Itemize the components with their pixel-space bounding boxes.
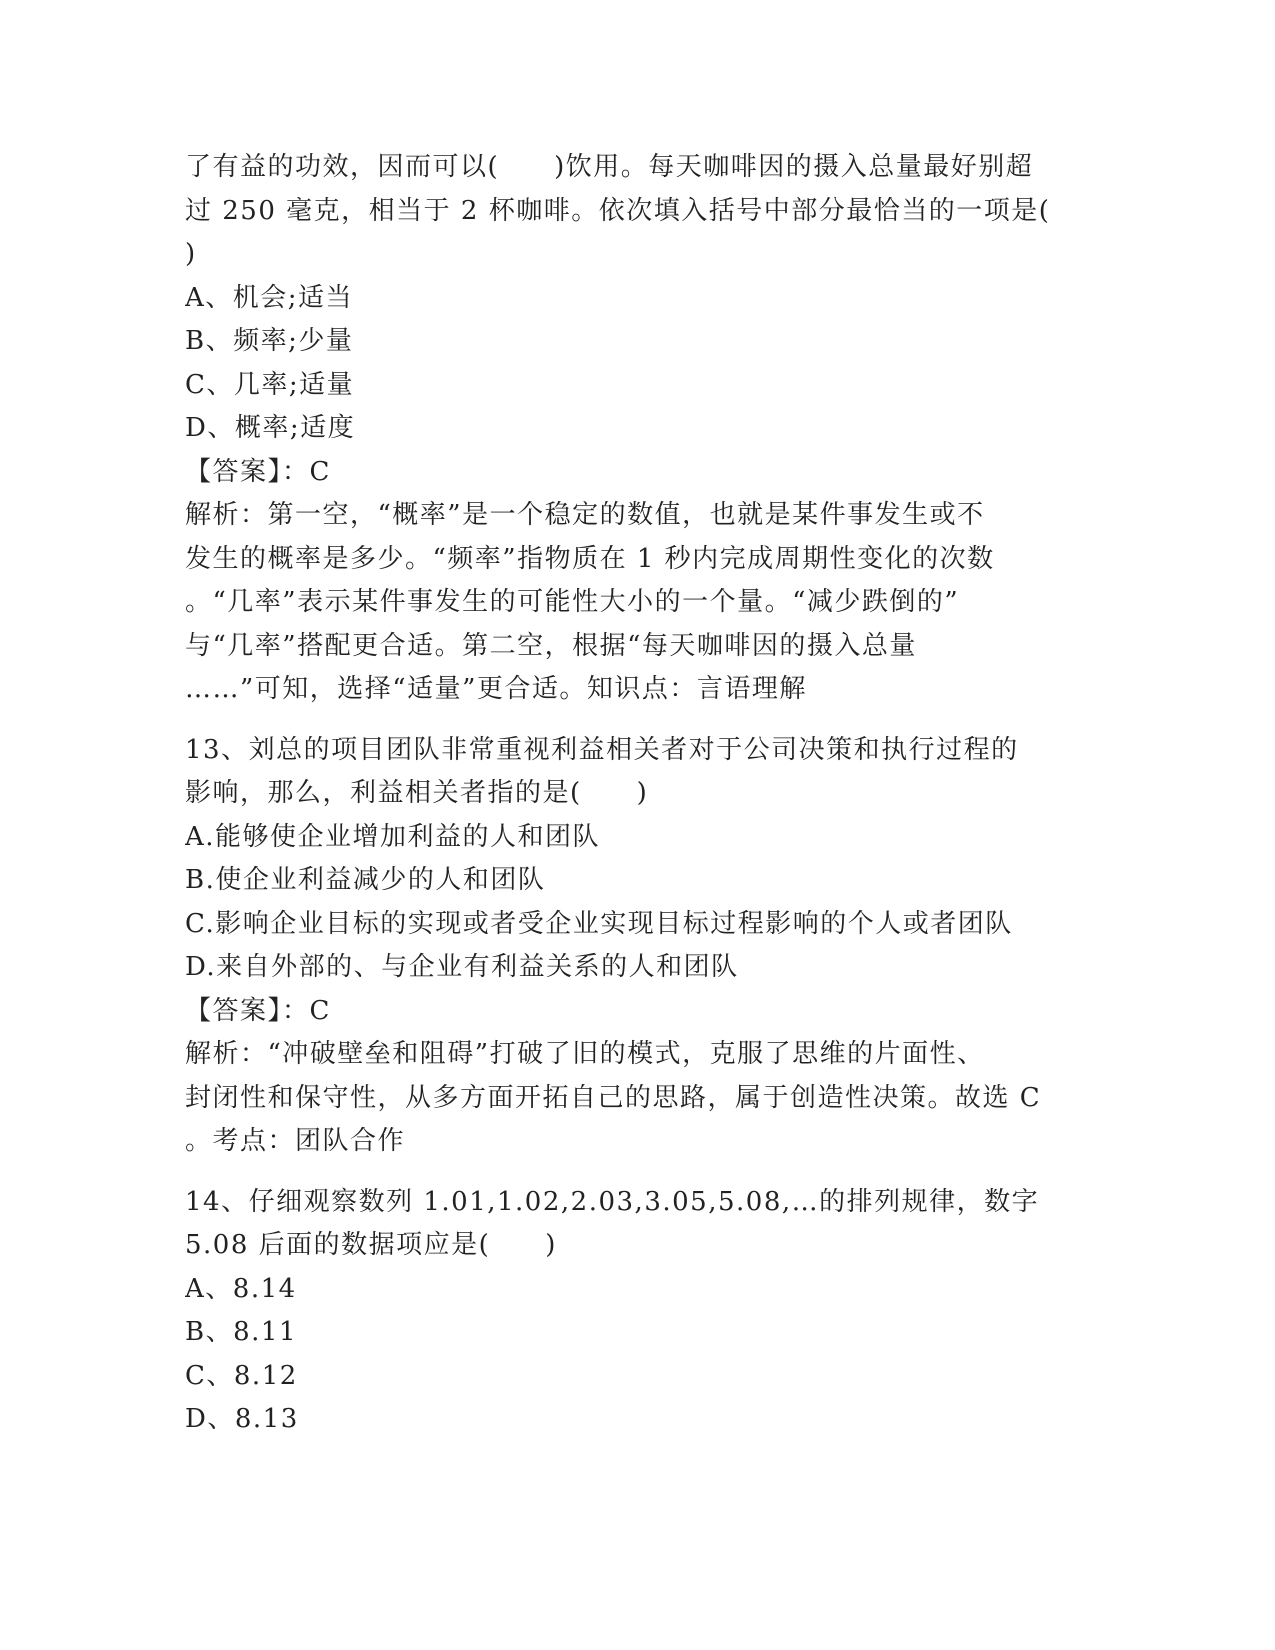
question-stem-line: ) [185,239,197,269]
question-gap [185,1164,1095,1181]
analysis-line: ……”可知，选择“适量”更合适。知识点：言语理解 [185,674,807,704]
analysis-line: 与“几率”搭配更合适。第二空，根据“每天咖啡因的摄入总量 [185,630,917,661]
option-b: B.使企业利益减少的人和团队 [185,865,546,895]
option-d: D、8.13 [185,1404,299,1434]
question-14 [185,1181,1095,1442]
question-stem-line: 影响，那么，利益相关者指的是( ) [185,778,649,808]
analysis-line: 解析：第一空，“概率”是一个稳定的数值，也就是某件事发生或不 [185,500,985,530]
analysis-line: 。“几率”表示某件事发生的可能性大小的一个量。“减少跌倒的” [185,587,960,617]
option-d: D、概率;适度 [185,413,356,443]
analysis-line: 发生的概率是多少。“频率”指物质在 1 秒内完成周期性变化的次数 [185,543,995,574]
analysis-line: 解析：“冲破壁垒和阻碍”打破了旧的模式，克服了思维的片面性、 [185,1039,985,1069]
option-c: C.影响企业目标的实现或者受企业实现目标过程影响的个人或者团队 [185,908,1013,939]
question-12 [185,146,1095,712]
question-stem-line: 13、刘总的项目团队非常重视利益相关者对于公司决策和执行过程的 [185,734,1019,765]
option-b: B、频率;少量 [185,326,354,356]
question-stem-line: 14、仔细观察数列 1.01,1.02,2.03,3.05,5.08,…的排列规律，数字 [185,1186,1040,1217]
question-gap [185,712,1095,729]
document-page [185,146,1095,1442]
answer-line: 【答案】：C [185,456,331,487]
question-stem-line: 5.08 后面的数据项应是( ) [185,1230,557,1260]
option-c: C、几率;适量 [185,369,355,400]
question-13 [185,729,1095,1164]
analysis-line: 封闭性和保守性，从多方面开拓自己的思路，属于创造性决策。故选 C [185,1082,1042,1113]
question-stem-line: 了有益的功效，因而可以( )饮用。每天咖啡因的摄入总量最好别超 [185,152,1034,182]
option-a: A、8.14 [185,1273,297,1304]
answer-line: 【答案】：C [185,995,331,1026]
option-a: A、机会;适当 [185,282,354,313]
option-d: D.来自外部的、与企业有利益关系的人和团队 [185,952,739,982]
option-c: C、8.12 [185,1360,298,1391]
option-a: A.能够使企业增加利益的人和团队 [185,821,601,852]
analysis-line: 。考点：团队合作 [185,1126,406,1156]
option-b: B、8.11 [185,1317,297,1347]
question-stem-line: 过 250 毫克，相当于 2 杯咖啡。依次填入括号中部分最恰当的一项是( [185,195,1051,226]
